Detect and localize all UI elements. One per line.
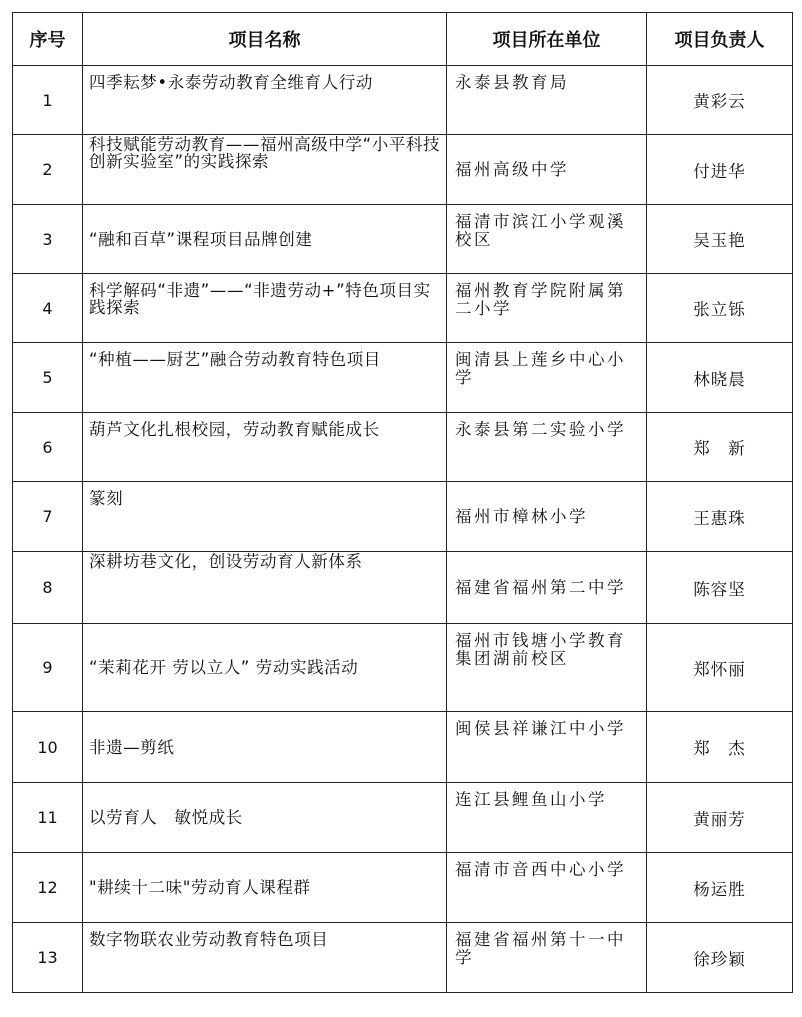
row-lead: 张立铄 (647, 274, 793, 343)
row-project-name: 四季耘梦•永泰劳动教育全维育人行动 (83, 66, 447, 135)
table-header-row (13, 13, 793, 66)
table-row (13, 66, 793, 135)
row-lead: 郑 新 (647, 413, 793, 482)
row-lead: 郑 杰 (647, 712, 793, 783)
row-unit: 福州市樟林小学 (447, 482, 647, 552)
row-unit: 福清市滨江小学观溪校区 (447, 205, 647, 274)
row-index: 12 (13, 853, 83, 923)
row-index: 4 (13, 274, 83, 343)
row-lead: 陈容坚 (647, 552, 793, 624)
row-lead: 杨运胜 (647, 853, 793, 923)
project-table (12, 12, 793, 993)
row-index: 8 (13, 552, 83, 624)
row-index: 6 (13, 413, 83, 482)
row-project-name: “茉莉花开 劳以立人” 劳动实践活动 (83, 624, 447, 712)
row-project-name: 以劳育人 敏悦成长 (83, 783, 447, 853)
row-project-name: 科学解码“非遗”——“非遗劳动+”特色项目实践探索 (83, 274, 447, 343)
row-lead: 付进华 (647, 135, 793, 205)
row-unit: 福建省福州第十一中学 (447, 923, 647, 993)
row-project-name: 非遗—剪纸 (83, 712, 447, 783)
row-unit: 福建省福州第二中学 (447, 552, 647, 624)
row-project-name: "耕续十二味"劳动育人课程群 (83, 853, 447, 923)
row-lead: 林晓晨 (647, 343, 793, 413)
row-lead: 吴玉艳 (647, 205, 793, 274)
row-project-name: “融和百草”课程项目品牌创建 (83, 205, 447, 274)
row-index: 7 (13, 482, 83, 552)
table-row (13, 205, 793, 274)
row-index: 9 (13, 624, 83, 712)
table-row (13, 413, 793, 482)
row-lead: 黄彩云 (647, 66, 793, 135)
row-lead: 黄丽芳 (647, 783, 793, 853)
table-row (13, 482, 793, 552)
table-row (13, 712, 793, 783)
table-row (13, 135, 793, 205)
row-project-name: 篆刻 (83, 482, 447, 552)
row-project-name: 数字物联农业劳动教育特色项目 (83, 923, 447, 993)
row-unit: 闽侯县祥谦江中小学 (447, 712, 647, 783)
row-lead: 郑怀丽 (647, 624, 793, 712)
row-project-name: 深耕坊巷文化，创设劳动育人新体系 (83, 552, 447, 624)
row-lead: 徐珍颖 (647, 923, 793, 993)
row-project-name: “种植——厨艺”融合劳动教育特色项目 (83, 343, 447, 413)
row-unit: 永泰县教育局 (447, 66, 647, 135)
row-index: 2 (13, 135, 83, 205)
row-project-name: 科技赋能劳动教育——福州高级中学“小平科技创新实验室”的实践探索 (83, 135, 447, 205)
row-unit: 永泰县第二实验小学 (447, 413, 647, 482)
row-lead: 王惠珠 (647, 482, 793, 552)
row-unit: 福州市钱塘小学教育集团湖前校区 (447, 624, 647, 712)
row-index: 1 (13, 66, 83, 135)
row-index: 5 (13, 343, 83, 413)
table-row (13, 274, 793, 343)
row-index: 11 (13, 783, 83, 853)
row-unit: 福清市音西中心小学 (447, 853, 647, 923)
table-row (13, 343, 793, 413)
row-unit: 连江县鲤鱼山小学 (447, 783, 647, 853)
row-unit: 福州高级中学 (447, 135, 647, 205)
table-row (13, 923, 793, 993)
row-index: 10 (13, 712, 83, 783)
row-index: 3 (13, 205, 83, 274)
table-row (13, 853, 793, 923)
header-lead: 项目负责人 (647, 13, 793, 66)
table-row (13, 783, 793, 853)
header-index: 序号 (13, 13, 83, 66)
table-row (13, 552, 793, 624)
row-unit: 闽清县上莲乡中心小学 (447, 343, 647, 413)
row-index: 13 (13, 923, 83, 993)
header-project-name: 项目名称 (83, 13, 447, 66)
header-unit: 项目所在单位 (447, 13, 647, 66)
table-row (13, 624, 793, 712)
row-project-name: 葫芦文化扎根校园，劳动教育赋能成长 (83, 413, 447, 482)
row-unit: 福州教育学院附属第二小学 (447, 274, 647, 343)
